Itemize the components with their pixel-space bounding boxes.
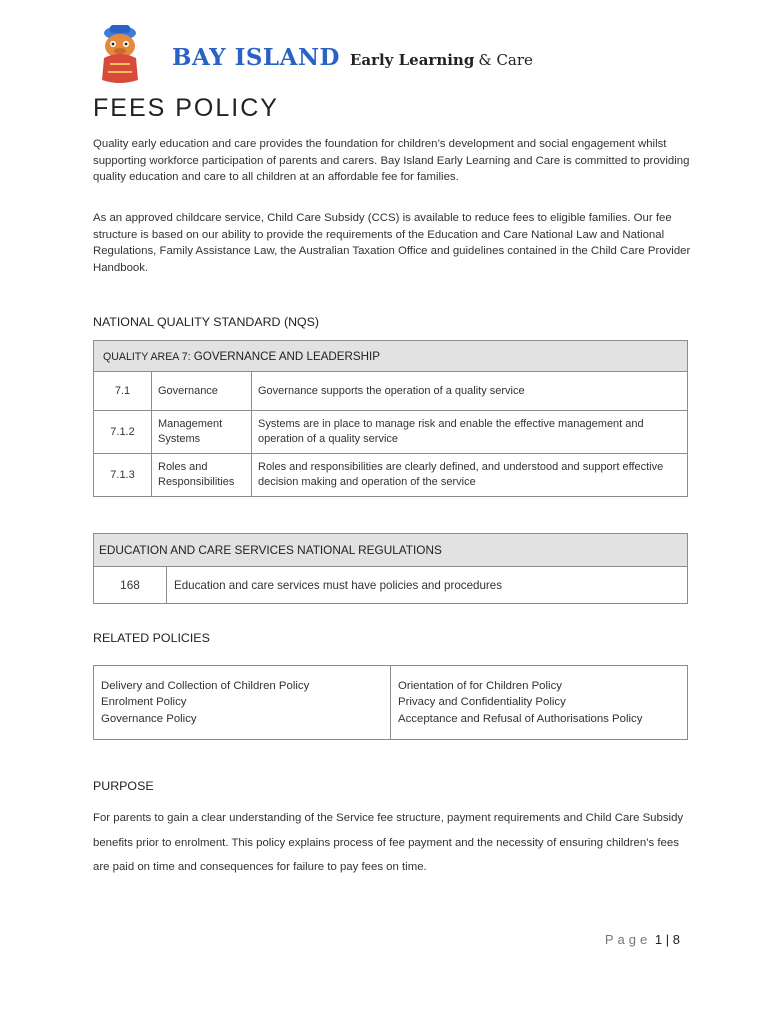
related-policies-table [93,665,688,740]
related-policies-left [94,666,391,740]
list-item: Privacy and Confidentiality Policy [398,696,566,709]
related-policies-right [391,666,688,740]
nqs-heading: NATIONAL QUALITY STANDARD (NQS) [93,315,320,329]
regulation-description: Education and care services must have policies and procedures [167,567,688,604]
intro-paragraph-1: Quality early education and care provides the foundation for children’s development and social engagement whilst supporting workforce participation of parents and carers. Bay Island Early Learning and Care is committed to providing quality education and care to all children at an affordable fee for families. [93,138,690,183]
table-row [94,372,688,411]
standard-number: 7.1 [94,372,152,411]
list-item: Governance Policy [101,712,197,725]
standard-name: Roles and Responsibilities [152,454,252,497]
quality-area-title: GOVERNANCE AND LEADERSHIP [193,349,380,363]
standard-name: Management Systems [152,411,252,454]
related-policies-heading: RELATED POLICIES [93,631,210,645]
table-row [94,567,688,604]
intro-paragraph-2: As an approved childcare service, Child Care Subsidy (CCS) is available to reduce fees to eligible families. Our fee structure is based on our ability to provide the requirements of the Education and Care National Law and National Regulations, Family Assistance Law, the Australian Taxation Office and guidelines contained in the Child Care Provider Handbook. [93,212,691,274]
page-footer [605,932,680,947]
purpose-heading: PURPOSE [93,779,154,793]
nqs-table-header [94,341,688,372]
standard-number: 7.1.2 [94,411,152,454]
page-title: FEES POLICY [93,94,279,122]
page-separator: | [665,932,670,947]
page-label: Page [604,932,652,947]
standard-number: 7.1.3 [94,454,152,497]
list-item: Orientation of for Children Policy [398,679,562,692]
table-row [94,411,688,454]
regulations-table [93,533,688,604]
quality-area-label: QUALITY AREA 7: [103,350,191,363]
standard-description: Roles and responsibilities are clearly defined, and understood and support effective decision making and operation of the service [252,454,688,497]
table-row [94,666,688,740]
standard-name: Governance [152,372,252,411]
purpose-text: For parents to gain a clear understanding of the Service fee structure, payment requirements and Child Care Subsidy benefits prior to enrolment. This policy explains process of fee payment and the necessity of ensuring children’s fees are paid on time and consequences for failure to pay fees on time. [93,812,684,873]
mascot-logo-icon [90,20,150,86]
list-item: Enrolment Policy [101,696,187,709]
regulations-heading: EDUCATION AND CARE SERVICES NATIONAL REGULATIONS [94,534,688,567]
nqs-table [93,340,688,497]
brand-name: BAY ISLAND [172,44,340,71]
regulations-table-header [94,534,688,567]
list-item: Delivery and Collection of Children Policy [101,679,310,692]
standard-description: Governance supports the operation of a quality service [252,372,688,411]
table-row [94,454,688,497]
regulation-number: 168 [94,567,167,604]
brand-wordmark [172,44,533,71]
brand-sub: Early Learning [349,51,475,69]
list-item: Acceptance and Refusal of Authorisations Policy [398,712,643,725]
standard-description: Systems are in place to manage risk and enable the effective management and operation of a quality service [252,411,688,454]
page-number: 1 [654,932,663,947]
brand-amp: & Care [478,51,533,69]
page-total: 8 [672,932,680,947]
